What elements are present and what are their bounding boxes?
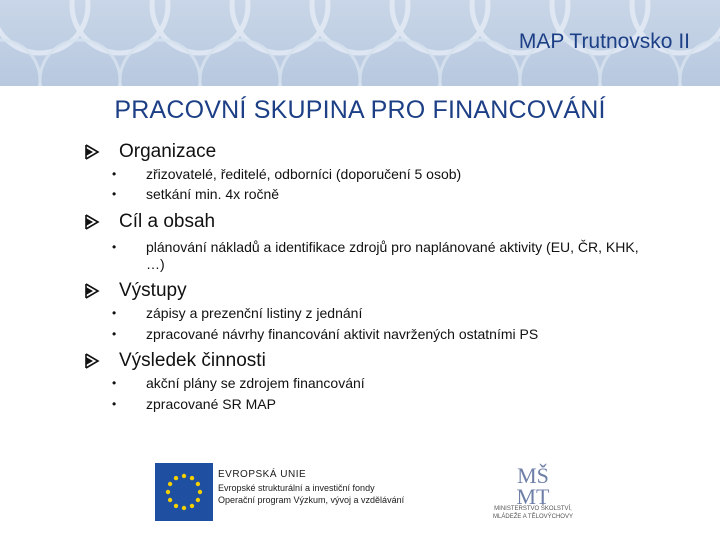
eu-line3: Operační program Výzkum, vývoj a vzdělávání (218, 495, 405, 505)
arrow-bullet-icon (84, 214, 100, 230)
list-item (112, 375, 656, 392)
list-item-text: setkání min. 4x ročně (146, 186, 280, 202)
list-item (112, 239, 656, 273)
bullet-dot-icon: • (112, 397, 117, 411)
section-cil-a-obsah (84, 209, 656, 273)
list-item (112, 305, 656, 322)
list-item-text: zpracované SR MAP (146, 396, 276, 412)
list-item (112, 326, 656, 343)
list-item-text: akční plány se zdrojem financování (146, 375, 365, 391)
bullet-list (112, 239, 656, 273)
msmt-logo (478, 463, 588, 523)
msmt-mark-top: MŠ (517, 463, 549, 488)
list-item-text: zpracované návrhy financování aktivit navržených ostatními PS (146, 326, 539, 342)
msmt-caption-line2: MLÁDEŽE A TĚLOVÝCHOVY (493, 514, 573, 520)
slide-title: PRACOVNÍ SKUPINA PRO FINANCOVÁNÍ (114, 96, 606, 124)
bullet-dot-icon: • (112, 240, 117, 254)
section-label: Organizace (119, 141, 217, 162)
msmt-mark-bottom: MT (516, 484, 550, 507)
arrow-bullet-icon (84, 283, 100, 299)
list-item (112, 186, 656, 203)
bullet-dot-icon: • (112, 327, 117, 341)
list-item (112, 396, 656, 413)
msmt-mark-icon (478, 463, 588, 507)
msmt-caption-line1: MINISTERSTVO ŠKOLSTVÍ, (494, 506, 572, 512)
section-heading (84, 278, 656, 304)
bullet-list (112, 305, 656, 343)
section-label: Výstupy (119, 280, 187, 301)
section-vysledek-cinnosti (84, 348, 656, 413)
list-item-text: zřizovatelé, ředitelé, odborníci (doporučení 5 osob) (146, 166, 462, 182)
list-item-text: zápisy a prezenční listiny z jednání (146, 305, 363, 321)
bullet-dot-icon: • (112, 167, 117, 181)
arrow-bullet-icon (84, 144, 100, 160)
section-heading (84, 348, 656, 374)
header-band (0, 0, 720, 86)
section-vystupy (84, 278, 656, 343)
eu-flag-icon (155, 463, 213, 521)
eu-line2: Evropské strukturální a investiční fondy (218, 482, 375, 493)
section-label: Cíl a obsah (119, 211, 216, 232)
msmt-caption (478, 505, 588, 521)
list-item-text: plánování nákladů a identifikace zdrojů pro naplánované aktivity (EU, ČR, KHK, …) (146, 239, 639, 272)
arrow-bullet-icon (84, 353, 100, 369)
section-organizace (84, 139, 656, 203)
header-title: MAP Trutnovsko II (518, 30, 690, 53)
bullet-dot-icon: • (112, 187, 117, 201)
bullet-list (112, 375, 656, 413)
eu-stars-icon (155, 463, 213, 521)
eu-line1: EVROPSKÁ UNIE (218, 469, 307, 480)
list-item (112, 166, 656, 183)
eu-logo-text (218, 469, 404, 507)
bullet-dot-icon: • (112, 376, 117, 390)
bullet-list (112, 166, 656, 203)
section-heading (84, 139, 656, 165)
eu-logo (155, 463, 455, 521)
section-label: Výsledek činnosti (119, 350, 266, 371)
bullet-dot-icon: • (112, 306, 117, 320)
section-heading (84, 209, 656, 235)
